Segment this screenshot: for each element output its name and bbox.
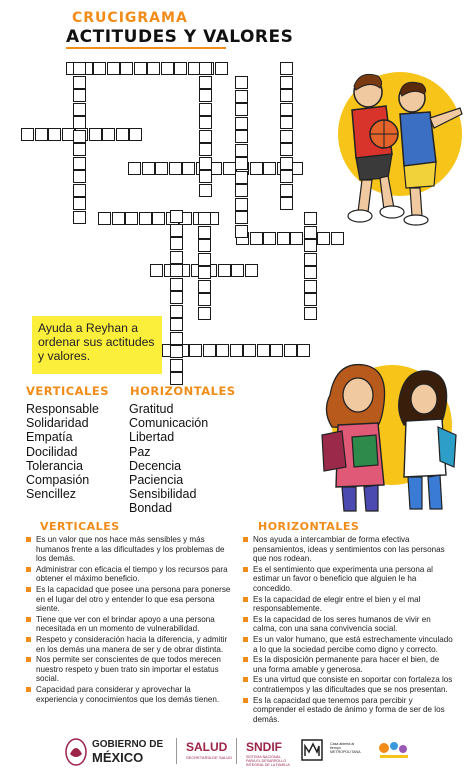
crossword-cell[interactable] [235, 76, 248, 89]
crossword-subtitle: CRUCIGRAMA [72, 10, 188, 26]
footer [0, 726, 474, 780]
crossword-cell[interactable] [199, 103, 212, 116]
crossword-cell[interactable] [203, 344, 216, 357]
crossword-cell[interactable] [21, 128, 34, 141]
crossword-cell[interactable] [98, 212, 111, 225]
clues-horizontales-list [243, 535, 453, 725]
crossword-cell[interactable] [147, 62, 160, 75]
crossword-cell[interactable] [139, 212, 152, 225]
crossword-cell[interactable] [128, 162, 141, 175]
crossword-cell[interactable] [170, 278, 183, 291]
bullet-icon [243, 617, 248, 622]
help-box: Ayuda a Reyhan a ordenar sus actitudes y valores. [32, 316, 162, 374]
clue-item [243, 655, 453, 674]
crossword-cell[interactable] [170, 332, 183, 345]
crossword-cell[interactable] [73, 170, 86, 183]
crossword-cell[interactable] [280, 157, 293, 170]
clue-text: Nos ayuda a intercambiar de forma efectiva pensamientos, ideas y sentimientos con las personas que nos rodean. [253, 535, 445, 564]
clues-verticales-list [26, 535, 231, 705]
crossword-cell[interactable] [198, 280, 211, 293]
crossword-cell[interactable] [250, 162, 263, 175]
crossword-cell[interactable] [199, 89, 212, 102]
crossword-cell[interactable] [198, 226, 211, 239]
verticales-heading: VERTICALES [26, 384, 110, 398]
bullet-icon [26, 587, 31, 592]
crossword-cell[interactable] [142, 162, 155, 175]
word-list-item: Comunicación [129, 416, 209, 431]
page-title: ACTITUDES Y VALORES [66, 27, 294, 47]
horizontales-word-list [129, 402, 239, 516]
crossword-cell[interactable] [35, 128, 48, 141]
crossword-cell[interactable] [174, 62, 187, 75]
crossword-cell[interactable] [198, 307, 211, 320]
crossword-cell[interactable] [134, 62, 147, 75]
word-list-item: Tolerancia [26, 458, 83, 473]
crossword-cell[interactable] [120, 62, 133, 75]
clue-text: Administrar con eficacia el tiempo y los recursos para obtener el máximo beneficio. [36, 564, 228, 584]
clue-item [243, 615, 453, 634]
crossword-cell[interactable] [170, 251, 183, 264]
crossword-cell[interactable] [263, 162, 276, 175]
clue-text: Capacidad para considerar y aprovechar la experiencia y conocimientos que los demás tienen. [36, 684, 220, 704]
crossword-cell[interactable] [73, 211, 86, 224]
clue-text: Es el sentimiento que experimenta una persona al estimar un favor o beneficio que alguien le ha concedido. [253, 564, 433, 593]
crossword-cell[interactable] [198, 212, 211, 225]
word-list-item: Responsable [26, 402, 99, 416]
crossword-cell[interactable] [169, 162, 182, 175]
crossword-cell[interactable] [125, 212, 138, 225]
crossword-cell[interactable] [129, 128, 142, 141]
gobierno-line2: MÉXICO [92, 750, 144, 765]
crossword-cell[interactable] [198, 266, 211, 279]
crossword-cell[interactable] [93, 62, 106, 75]
bullet-icon [243, 677, 248, 682]
crossword-cell[interactable] [235, 103, 248, 116]
crossword-cell[interactable] [290, 232, 303, 245]
crossword-cell[interactable] [170, 305, 183, 318]
crossword-cell[interactable] [250, 232, 263, 245]
crossword-cell[interactable] [218, 264, 231, 277]
word-list-item: Libertad [129, 430, 175, 445]
crossword-cell[interactable] [89, 128, 102, 141]
bullet-icon [26, 687, 31, 692]
clues-horizontales-heading: HORIZONTALES [258, 520, 360, 533]
clue-text: Es la capacidad que posee una persona para ponerse en el lugar del otro y entender lo que esa persona siente. [36, 584, 231, 614]
clue-item [243, 675, 453, 694]
clue-text: Tiene que ver con el brindar apoyo a una persona necesitada en un momento de vulnerabilidad. [36, 614, 215, 634]
clue-text: Es la disposición permanente para hacer el bien, de una forma amable y generosa. [253, 655, 440, 674]
word-list-item: Compasión [26, 473, 90, 488]
crossword-cell[interactable] [235, 117, 248, 130]
crossword-cell[interactable] [235, 184, 248, 197]
crossword-cell[interactable] [304, 239, 317, 252]
clue-item [26, 635, 231, 654]
crossword-cell[interactable] [182, 162, 195, 175]
crossword-cell[interactable] [235, 225, 248, 238]
word-list-item: Sencillez [26, 487, 77, 502]
crossword-cell[interactable] [235, 130, 248, 143]
crossword-cell[interactable] [170, 359, 183, 372]
crossword-cell[interactable] [280, 197, 293, 210]
crossword-cell[interactable] [280, 143, 293, 156]
clue-item [26, 585, 231, 614]
bullet-icon [243, 567, 248, 572]
crossword-cell[interactable] [170, 345, 183, 358]
crossword-cell[interactable] [199, 130, 212, 143]
bullet-icon [243, 637, 248, 642]
clue-item [26, 685, 231, 704]
crossword-cell[interactable] [245, 264, 258, 277]
crossword-cell[interactable] [73, 76, 86, 89]
girls-illustration [312, 355, 462, 515]
crossword-cell[interactable] [304, 226, 317, 239]
crossword-cell[interactable] [73, 197, 86, 210]
crossword-cell[interactable] [304, 280, 317, 293]
verticales-word-list [26, 402, 126, 501]
crossword-cell[interactable] [280, 130, 293, 143]
crossword-cell[interactable] [152, 212, 165, 225]
word-list-item: Paciencia [129, 473, 184, 488]
crossword-cell[interactable] [231, 264, 244, 277]
clue-item [26, 535, 231, 564]
crossword-cell[interactable] [73, 116, 86, 129]
clue-item [243, 696, 453, 725]
crossword-cell[interactable] [235, 157, 248, 170]
crossword-cell[interactable] [331, 232, 344, 245]
word-list-item: Empatía [26, 430, 73, 445]
sndif-subtitle: SISTEMA NACIONAL PARA EL DESARROLLO INTEGRAL DE LA FAMILIA [246, 755, 290, 767]
clue-text: Es la capacidad de elegir entre el bien y el mal responsablemente. [253, 594, 421, 614]
crossword-cell[interactable] [199, 157, 212, 170]
crossword-cell[interactable] [199, 76, 212, 89]
crossword-cell[interactable] [216, 344, 229, 357]
crossword-cell[interactable] [280, 170, 293, 183]
bullet-icon [26, 617, 31, 622]
crossword-cell[interactable] [280, 89, 293, 102]
crossword-cell[interactable] [243, 344, 256, 357]
crossword-cell[interactable] [235, 198, 248, 211]
crossword-cell[interactable] [270, 344, 283, 357]
crossword-cell[interactable] [235, 211, 248, 224]
crossword-cell[interactable] [48, 128, 61, 141]
clue-text: Es la capacidad que tenemos para percibir y comprender el estado de ánimo y forma de ser de los demás. [253, 695, 445, 724]
word-list-item: Docilidad [26, 444, 78, 459]
bullet-icon [26, 637, 31, 642]
crossword-cell[interactable] [199, 143, 212, 156]
crossword-cell[interactable] [107, 62, 120, 75]
crossword-cell[interactable] [150, 264, 163, 277]
crossword-cell[interactable] [280, 116, 293, 129]
crossword-cell[interactable] [116, 128, 129, 141]
footer-divider [236, 738, 237, 764]
crossword-cell[interactable] [263, 232, 276, 245]
crossword-cell[interactable] [257, 344, 270, 357]
crossword-cell[interactable] [161, 62, 174, 75]
clues-verticales-heading: VERTICALES [40, 520, 120, 533]
clue-item [26, 655, 231, 684]
crossword-cell[interactable] [235, 144, 248, 157]
crossword-cell[interactable] [280, 76, 293, 89]
crossword-cell[interactable] [304, 307, 317, 320]
clue-item [26, 615, 231, 634]
uam-subtitle: Casa abierta al tiempo METROPOLITANA [330, 742, 361, 754]
crossword-cell[interactable] [73, 143, 86, 156]
crossword-cell[interactable] [297, 344, 310, 357]
clue-item [243, 535, 453, 564]
crossword-cell[interactable] [73, 130, 86, 143]
clue-item [243, 595, 453, 614]
crossword-cell[interactable] [73, 103, 86, 116]
clue-text: Es la capacidad de los seres humanos de vivir en calma, con una sana convivencia social. [253, 614, 431, 634]
horizontales-heading: HORIZONTALES [130, 384, 236, 398]
bullet-icon [26, 567, 31, 572]
crossword-cell[interactable] [304, 266, 317, 279]
crossword-cell[interactable] [199, 184, 212, 197]
partner-logo-icon [376, 738, 412, 762]
bullet-icon [26, 537, 31, 542]
bullet-icon [26, 657, 31, 662]
crossword-cell[interactable] [199, 62, 212, 75]
clue-item [243, 565, 453, 594]
bullet-icon [243, 537, 248, 542]
crossword-cell[interactable] [73, 89, 86, 102]
salud-logo-text: SALUD [186, 740, 228, 754]
crossword-cell[interactable] [73, 62, 86, 75]
uam-logo-icon [300, 738, 324, 762]
clue-text: Es una virtud que consiste en soportar con fortaleza los contratiempos y las dificultades que se nos presentan. [253, 675, 453, 694]
crossword-cell[interactable] [280, 103, 293, 116]
crossword-cell[interactable] [198, 239, 211, 252]
crossword-cell[interactable] [170, 224, 183, 237]
footer-divider [176, 738, 177, 764]
boys-basketball-illustration [300, 62, 470, 227]
crossword-cell[interactable] [277, 232, 290, 245]
crossword-cell[interactable] [280, 62, 293, 75]
crossword-cell[interactable] [189, 344, 202, 357]
sndif-logo-text: SNDIF [246, 740, 282, 754]
clue-text: Respeto y consideración hacia la diferencia, y admitir en los demás una manera de ser y de obrar distinta. [36, 634, 228, 654]
word-list-item: Gratitud [129, 402, 174, 416]
crossword-cell[interactable] [170, 210, 183, 223]
crossword-cell[interactable] [112, 212, 125, 225]
bullet-icon [243, 597, 248, 602]
word-list-item: Sensibilidad [129, 487, 197, 502]
word-list-item: Paz [129, 444, 151, 459]
word-list-item: Solidaridad [26, 416, 89, 431]
crossword-cell[interactable] [280, 184, 293, 197]
crossword-cell[interactable] [155, 162, 168, 175]
clue-text: Es un valor que nos hace más sensibles y más humanos frente a las dificultades y los problemas de los demás. [36, 535, 225, 564]
crossword-cell[interactable] [73, 184, 86, 197]
crossword-cell[interactable] [304, 293, 317, 306]
crossword-cell[interactable] [223, 162, 236, 175]
crossword-cell[interactable] [170, 237, 183, 250]
crossword-cell[interactable] [317, 232, 330, 245]
crossword-cell[interactable] [284, 344, 297, 357]
salud-subtitle: SECRETARÍA DE SALUD [186, 755, 233, 760]
crossword-cell[interactable] [235, 90, 248, 103]
bullet-icon [243, 698, 248, 703]
clue-text: Nos permite ser conscientes de que todos merecen nuestro respeto y buen trato sin importar el estatus social. [36, 655, 221, 684]
crossword-cell[interactable] [198, 293, 211, 306]
crossword-cell[interactable] [230, 344, 243, 357]
crossword-cell[interactable] [170, 318, 183, 331]
clue-item [26, 565, 231, 584]
gobierno-line1: GOBIERNO DE [92, 739, 164, 750]
crossword-cell[interactable] [235, 171, 248, 184]
word-list-item: Decencia [129, 458, 182, 473]
crossword-cell[interactable] [215, 62, 228, 75]
crossword-cell[interactable] [170, 291, 183, 304]
clue-item [243, 635, 453, 654]
crossword-cell[interactable] [170, 264, 183, 277]
crossword-cell[interactable] [73, 157, 86, 170]
crossword-cell[interactable] [304, 253, 317, 266]
mexico-coat-of-arms-icon [64, 736, 88, 766]
bullet-icon [243, 657, 248, 662]
crossword-cell[interactable] [199, 116, 212, 129]
clue-text: Es un valor humano, que está estrechamente vinculado a lo que la sociedad percibe como digno y correcto. [253, 634, 453, 654]
word-list-item: Bondad [129, 501, 173, 516]
crossword-cell[interactable] [198, 253, 211, 266]
crossword-cell[interactable] [102, 128, 115, 141]
crossword-cell[interactable] [199, 170, 212, 183]
